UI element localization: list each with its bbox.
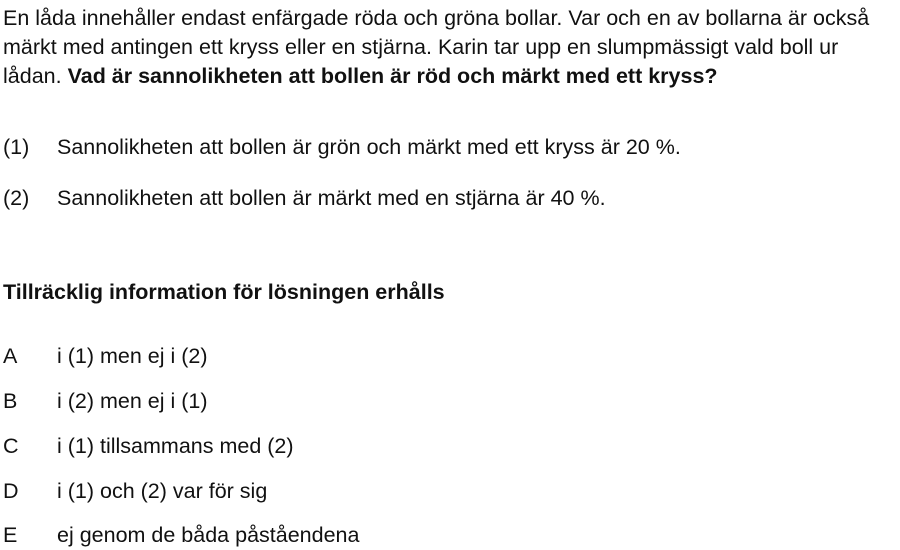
option-b[interactable]: [3, 387, 208, 416]
option-e-letter: E: [3, 523, 18, 547]
option-e[interactable]: [3, 521, 359, 550]
option-a-text: i (1) men ej i (2): [57, 344, 208, 368]
option-d[interactable]: [3, 477, 267, 506]
option-b-text: i (2) men ej i (1): [57, 389, 208, 413]
option-c[interactable]: [3, 432, 294, 461]
statement-1-text: Sannolikheten att bollen är grön och märkt med ett kryss är 20 %.: [57, 135, 681, 159]
statement-1-number: (1): [3, 135, 30, 159]
option-a[interactable]: [3, 342, 208, 371]
option-e-text: ej genom de båda påståendena: [57, 523, 360, 547]
answer-prompt: Tillräcklig information för lösningen erhålls: [3, 280, 445, 304]
option-d-text: i (1) och (2) var för sig: [57, 479, 268, 503]
question-body: En låda innehåller endast enfärgade röda och gröna bollar. Var och en av bollarna är också märkt med antingen ett kryss eller en stjärna. Karin tar upp en slumpmässigt vald boll ur lådan.: [3, 6, 870, 88]
statement-2: [3, 184, 606, 213]
question-bold: Vad är sannolikheten att bollen är röd och märkt med ett kryss?: [67, 64, 718, 88]
statement-1: [3, 133, 681, 162]
option-d-letter: D: [3, 479, 19, 503]
statement-2-text: Sannolikheten att bollen är märkt med en stjärna är 40 %.: [57, 186, 606, 210]
option-c-letter: C: [3, 434, 19, 458]
option-b-letter: B: [3, 389, 18, 413]
question-text: [3, 4, 897, 91]
statement-2-number: (2): [3, 186, 30, 210]
option-a-letter: A: [3, 344, 18, 368]
option-c-text: i (1) tillsammans med (2): [57, 434, 294, 458]
